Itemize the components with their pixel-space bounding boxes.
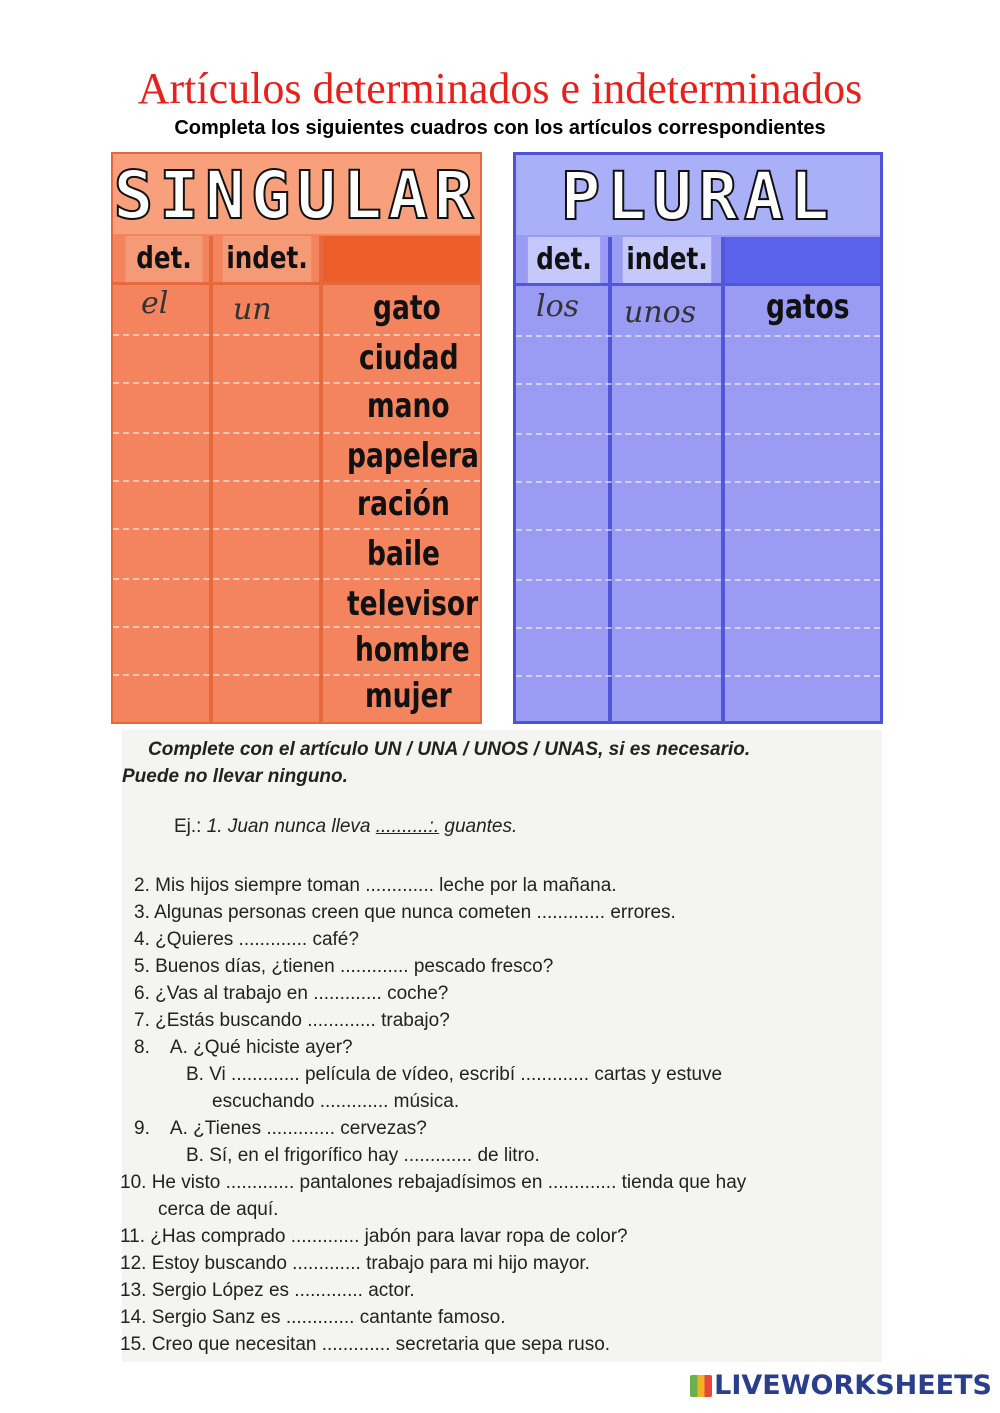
exercise-instructions	[122, 736, 888, 787]
exercise-item: cerca de aquí.	[158, 1199, 279, 1220]
example-sentence: 1. Juan nunca lleva	[206, 816, 376, 837]
plural-example-indet: unos	[624, 295, 697, 330]
row-rule	[113, 626, 480, 628]
instruction-line-2: Puede no llevar ninguno.	[122, 766, 348, 787]
plural-heading: PLURAL	[516, 155, 880, 235]
singular-word: baile	[367, 534, 441, 574]
exercise-item: 5. Buenos días, ¿tienen ............. pescado fresco?	[134, 956, 554, 977]
liveworksheets-logo-icon	[690, 1375, 712, 1397]
exercise-item: 7. ¿Estás buscando ............. trabajo?	[134, 1010, 450, 1031]
exercise-item: 9. A. ¿Tienes ............. cervezas?	[134, 1118, 427, 1139]
exercise-item: 14. Sergio Sanz es ............. cantante famoso.	[120, 1307, 506, 1328]
example-blank: ..........:.	[375, 816, 440, 837]
singular-example-det: el	[141, 286, 169, 321]
exercise-item: 4. ¿Quieres ............. café?	[134, 929, 359, 950]
singular-col-det: det.	[125, 236, 202, 282]
instruction-line-1: Complete con el artículo UN / UNA / UNOS / UNAS, si es necesario.	[148, 739, 751, 760]
singular-word: gato	[373, 288, 441, 328]
singular-example-indet: un	[233, 292, 272, 327]
row-rule	[516, 529, 880, 531]
row-rule	[113, 382, 480, 384]
singular-col-noun-header	[323, 236, 480, 282]
exercise-example	[174, 816, 517, 838]
exercise-item: 10. He visto ............. pantalones rebajadísimos en ............. tienda que hay	[120, 1172, 747, 1193]
exercise-item: 3. Algunas personas creen que nunca cometen ............. errores.	[134, 902, 676, 923]
exercise-item: 12. Estoy buscando ............. trabajo para mi hijo mayor.	[120, 1253, 590, 1274]
singular-divider-2	[319, 236, 323, 722]
row-rule	[113, 528, 480, 530]
plural-divider-2	[721, 237, 725, 721]
row-rule	[516, 675, 880, 677]
plural-divider-1	[608, 237, 612, 721]
row-rule	[516, 627, 880, 629]
singular-heading: SINGULAR	[113, 154, 480, 234]
exercise-item: B. Sí, en el frigorífico hay ............. de litro.	[186, 1145, 540, 1166]
exercise-item: 8. A. ¿Qué hiciste ayer?	[134, 1037, 353, 1058]
exercise-item: 6. ¿Vas al trabajo en ............. coche?	[134, 983, 449, 1004]
exercise-item: 2. Mis hijos siempre toman ............. leche por la mañana.	[134, 875, 617, 896]
singular-col-indet: indet.	[223, 236, 312, 282]
row-rule	[516, 383, 880, 385]
singular-word: mano	[367, 386, 450, 426]
example-suffix: guantes.	[439, 816, 518, 837]
exercise-item: escuchando ............. música.	[212, 1091, 460, 1112]
singular-divider-1	[209, 236, 213, 722]
page-title: Artículos determinados e indeterminados	[137, 64, 863, 113]
plural-word: gatos	[766, 287, 850, 327]
singular-word: hombre	[355, 630, 470, 670]
plural-header-rule	[516, 283, 880, 286]
exercise-item: 15. Creo que necesitan ............. secretaria que sepa ruso.	[120, 1334, 611, 1355]
plural-col-det: det.	[528, 237, 600, 283]
exercise-item: 11. ¿Has comprado ............. jabón para lavar ropa de color?	[120, 1226, 628, 1247]
exercise-section	[122, 730, 882, 1362]
exercise-item: B. Vi ............. película de vídeo, escribí ............. cartas y estuve	[186, 1064, 723, 1085]
exercise-item: 13. Sergio López es ............. actor.	[120, 1280, 415, 1301]
plural-table	[513, 152, 883, 724]
row-rule	[516, 335, 880, 337]
row-rule	[516, 579, 880, 581]
singular-word: televisor	[347, 584, 479, 624]
example-prefix: Ej.:	[174, 816, 207, 837]
liveworksheets-logo[interactable]	[690, 1370, 992, 1401]
row-rule	[516, 433, 880, 435]
singular-table	[111, 152, 482, 724]
row-rule	[113, 432, 480, 434]
singular-header-rule	[113, 282, 480, 285]
row-rule	[113, 480, 480, 482]
row-rule	[113, 578, 480, 580]
logo-text: LIVEWORKSHEETS	[714, 1370, 992, 1401]
plural-col-indet: indet.	[623, 237, 712, 283]
singular-word: mujer	[365, 676, 452, 716]
singular-word: ración	[357, 484, 450, 524]
plural-example-det: los	[536, 289, 580, 324]
row-rule	[516, 481, 880, 483]
singular-word: ciudad	[359, 338, 459, 378]
singular-word: papelera	[347, 436, 479, 476]
page-subtitle: Completa los siguientes cuadros con los artículos correspondientes	[174, 117, 826, 139]
row-rule	[113, 334, 480, 336]
plural-col-noun-header	[725, 237, 880, 283]
